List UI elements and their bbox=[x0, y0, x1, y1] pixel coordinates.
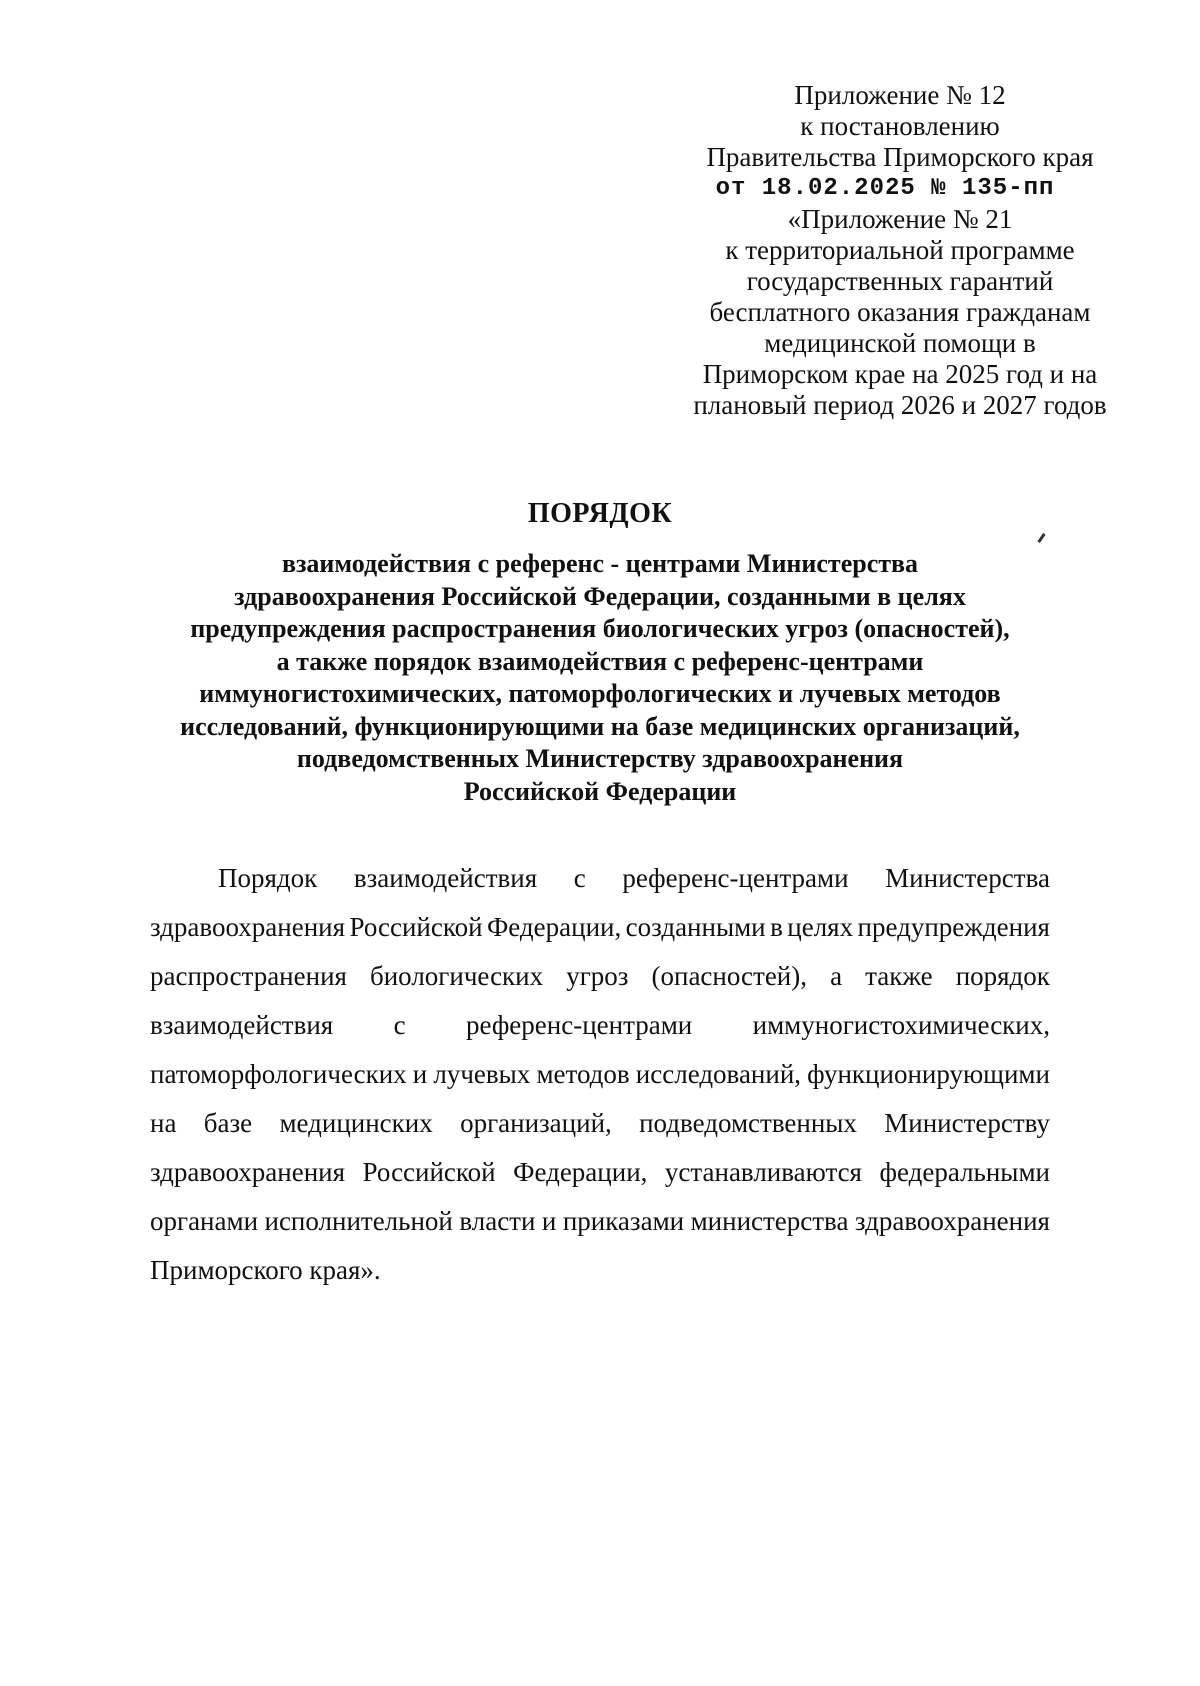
word: лучевых bbox=[433, 1059, 531, 1089]
word: порядок bbox=[955, 961, 1050, 991]
word: Министерству bbox=[884, 1108, 1050, 1138]
word: функционирующими bbox=[807, 1059, 1050, 1089]
word: здравоохранения bbox=[854, 1206, 1050, 1236]
body-paragraph bbox=[150, 854, 1050, 1295]
word: исполнительной bbox=[264, 1206, 453, 1236]
header-line: Правительства Приморского края bbox=[706, 142, 1094, 172]
paragraph-line bbox=[150, 854, 1050, 903]
word: целях bbox=[787, 912, 854, 942]
subtitle-line: а также порядок взаимодействия с референс-центрами bbox=[276, 646, 924, 676]
paragraph-last-line: Приморского края». bbox=[150, 1255, 381, 1285]
word: в bbox=[770, 912, 783, 942]
word: здравоохранения bbox=[150, 1157, 346, 1187]
scan-mark bbox=[1037, 533, 1045, 543]
word: федеральными bbox=[879, 1157, 1050, 1187]
word: на bbox=[150, 1108, 177, 1138]
appendix-line: медицинской помощи в bbox=[764, 328, 1036, 358]
word: с bbox=[573, 863, 586, 893]
word: методов bbox=[536, 1059, 630, 1089]
word: патоморфологических bbox=[150, 1059, 407, 1089]
paragraph-line bbox=[150, 1197, 1050, 1246]
word: иммуногистохимических, bbox=[752, 1010, 1050, 1040]
appendix-line: государственных гарантий bbox=[746, 266, 1054, 296]
document-subtitle bbox=[150, 548, 1050, 808]
decree-number: от 18.02.2025 № 135-пп bbox=[715, 175, 1055, 202]
word: Министерства bbox=[885, 863, 1050, 893]
subtitle-line: здравоохранения Российской Федерации, созданными в целях bbox=[234, 581, 966, 611]
paragraph-line bbox=[150, 1050, 1050, 1099]
subtitle-line: предупреждения распространения биологических угроз (опасностей), bbox=[190, 614, 1010, 643]
appendix-line: к территориальной программе bbox=[725, 235, 1075, 265]
word: Российской bbox=[349, 912, 483, 942]
word: здравоохранения bbox=[150, 912, 346, 942]
word: а bbox=[830, 961, 843, 991]
word: министерства bbox=[690, 1206, 849, 1236]
word: базе bbox=[203, 1108, 253, 1138]
word: взаимодействия bbox=[353, 863, 538, 893]
word: власти bbox=[459, 1206, 536, 1236]
appendix-header bbox=[660, 80, 1140, 421]
word: организаций, bbox=[460, 1108, 612, 1138]
word: приказами bbox=[562, 1206, 685, 1236]
subtitle-line: Российской Федерации bbox=[463, 776, 737, 806]
appendix-line: бесплатного оказания гражданам bbox=[709, 297, 1091, 327]
word: Федерации, bbox=[486, 912, 622, 942]
word: Федерации, bbox=[513, 1157, 648, 1187]
word: предупреждения bbox=[857, 912, 1050, 942]
word: референс-центрами bbox=[466, 1010, 693, 1040]
paragraph-line bbox=[150, 1001, 1050, 1050]
word: (опасностей), bbox=[651, 961, 807, 991]
word: угроз bbox=[566, 961, 629, 991]
word: созданными bbox=[625, 912, 766, 942]
word: медицинских bbox=[279, 1108, 433, 1138]
header-line: к постановлению bbox=[800, 111, 1000, 141]
word: и bbox=[412, 1059, 428, 1089]
paragraph-line bbox=[150, 952, 1050, 1001]
word: и bbox=[541, 1206, 557, 1236]
word: также bbox=[865, 961, 933, 991]
appendix-line: «Приложение № 21 bbox=[787, 204, 1013, 234]
header-line: Приложение № 12 bbox=[794, 80, 1006, 110]
word: взаимодействия bbox=[150, 1010, 334, 1040]
document-title: ПОРЯДОК bbox=[527, 498, 673, 529]
paragraph-line bbox=[150, 903, 1050, 952]
word: референс-центрами bbox=[622, 863, 849, 893]
paragraph-line bbox=[150, 1148, 1050, 1197]
word: исследований, bbox=[635, 1059, 802, 1089]
appendix-line: Приморском крае на 2025 год и на bbox=[702, 359, 1098, 389]
word: с bbox=[393, 1010, 406, 1040]
word: устанавливаются bbox=[664, 1157, 862, 1187]
word: органами bbox=[150, 1206, 259, 1236]
subtitle-line: исследований, функционирующими на базе медицинских организаций, bbox=[180, 711, 1020, 741]
subtitle-line: иммуногистохимических, патоморфологических и лучевых методов bbox=[199, 679, 1001, 708]
paragraph-line bbox=[150, 1099, 1050, 1148]
appendix-line: плановый период 2026 и 2027 годов bbox=[693, 390, 1107, 420]
subtitle-line: подведомственных Министерству здравоохранения bbox=[296, 744, 904, 773]
word: биологических bbox=[370, 961, 544, 991]
subtitle-line: взаимодействия с референс - центрами Министерства bbox=[281, 549, 919, 578]
word: Российской bbox=[362, 1157, 496, 1187]
word: Порядок bbox=[218, 863, 318, 893]
word: распространения bbox=[150, 961, 347, 991]
word: подведомственных bbox=[639, 1108, 857, 1138]
